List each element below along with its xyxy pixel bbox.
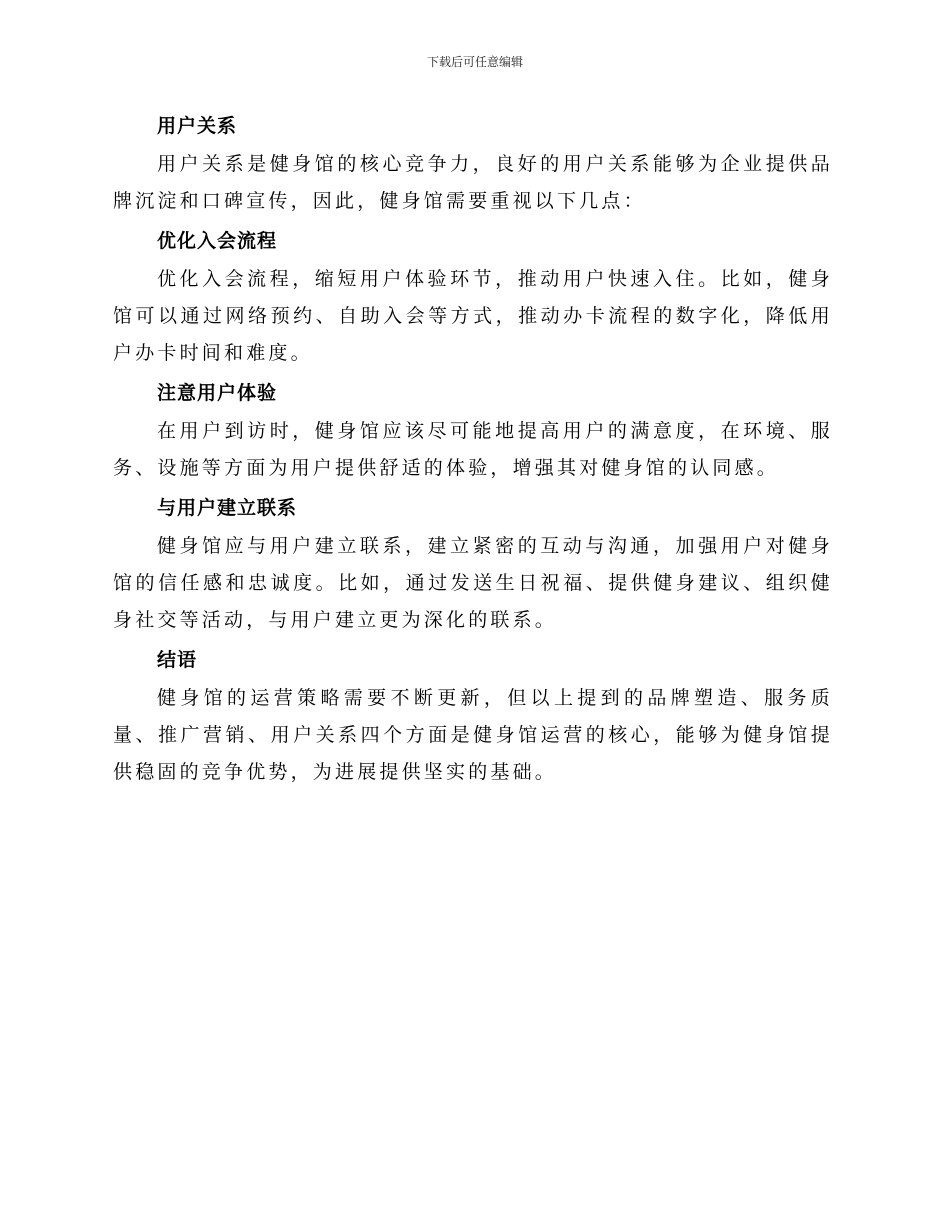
section-heading-user-relations: 用户关系 [157,115,238,137]
section-paragraph-conclusion: 健身馆的运营策略需要不断更新，但以上提到的品牌塑造、服务质量、推广营销、用户关系四个方面是健身馆运营的核心，能够为健身馆提供稳固的竞争优势，为进展提供坚实的基础。 [113,687,833,783]
section-heading-build-connection: 与用户建立联系 [157,497,298,519]
section-heading-optimize-signup: 优化入会流程 [157,230,278,252]
section-paragraph-optimize-signup: 优化入会流程，缩短用户体验环节，推动用户快速入住。比如，健身馆可以通过网络预约、自助入会等方式，推动办卡流程的数字化，降低用户办卡时间和难度。 [113,268,833,364]
section-paragraph-user-experience: 在用户到访时，健身馆应该尽可能地提高用户的满意度，在环境、服务、设施等方面为用户提供舒适的体验，增强其对健身馆的认同感。 [113,420,833,479]
section-heading-conclusion: 结语 [157,649,198,671]
section-heading-user-experience: 注意用户体验 [157,382,278,404]
section-paragraph-user-relations: 用户关系是健身馆的核心竞争力，良好的用户关系能够为企业提供品牌沉淀和口碑宣传，因此，健身馆需要重视以下几点： [113,153,833,212]
section-paragraph-build-connection: 健身馆应与用户建立联系，建立紧密的互动与沟通，加强用户对健身馆的信任感和忠诚度。比如，通过发送生日祝福、提供健身建议、组织健身社交等活动，与用户建立更为深化的联系。 [113,535,833,631]
document-body [113,108,833,794]
page-header-note: 下载后可任意编辑 [426,55,523,69]
